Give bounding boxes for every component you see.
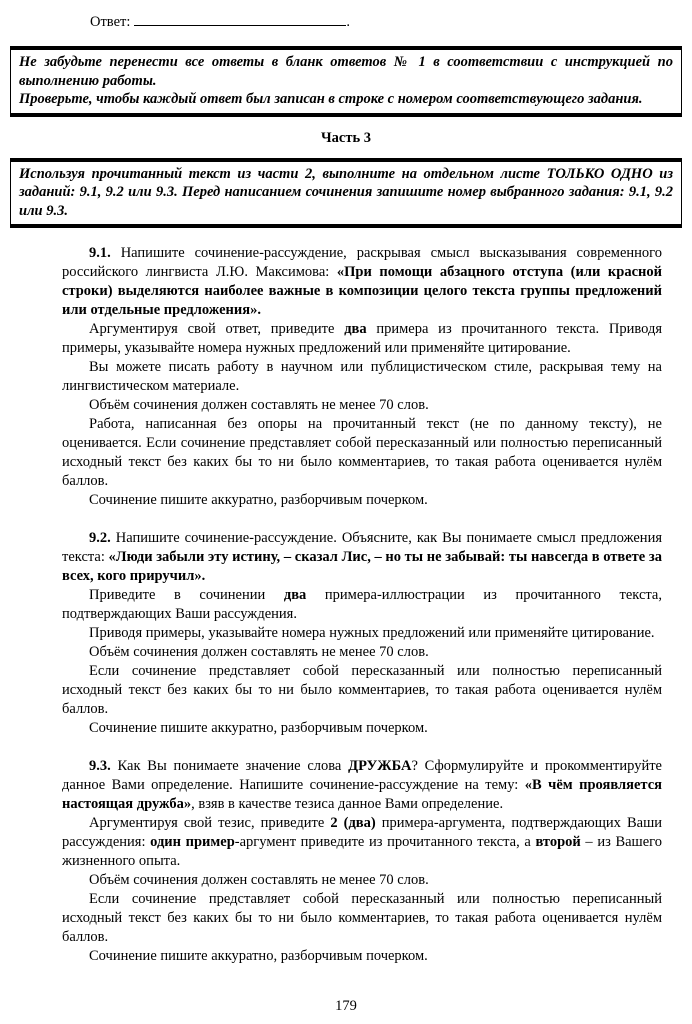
text-run-bold: «Люди забыли эту истину, – сказал Лис, – но ты не забывай: ты навсегда в ответе за всех, кого приручил». — [62, 549, 662, 584]
text-run: Аргументируя свой тезис, приведите — [89, 815, 331, 831]
paragraph — [62, 320, 662, 358]
paragraph — [62, 624, 662, 643]
paragraph — [62, 396, 662, 415]
text-run: Сочинение пишите аккуратно, разборчивым почерком. — [89, 948, 428, 964]
paragraph — [19, 53, 673, 90]
answer-blank — [134, 12, 346, 26]
paragraph — [62, 244, 662, 320]
text-run: Используя прочитанный текст из части 2, выполните на отдельном листе ТОЛЬКО ОДНО из заданий: 9.1, 9.2 или 9.3. Перед написанием сочинения запишите номер выбранного задания: 9.1, 9.2 или 9.3. — [19, 165, 673, 219]
text-run: примера из прочитанного текста. Приводя примеры, указывайте номера нужных предложений или применяйте цитирование. — [62, 321, 663, 356]
answer-label: Ответ: — [90, 14, 131, 30]
paragraph — [62, 757, 662, 814]
paragraph — [62, 586, 662, 624]
paragraph — [62, 719, 662, 738]
text-run: Сочинение пишите аккуратно, разборчивым почерком. — [89, 720, 428, 736]
text-run: Объём сочинения должен составлять не менее 70 слов. — [89, 397, 429, 413]
notice-box-transfer-answers — [10, 46, 682, 117]
paragraph — [62, 358, 662, 396]
text-run: Приведите в сочинении — [89, 587, 284, 603]
task-9-3 — [62, 757, 662, 966]
text-run: -аргумент приведите из прочитанного текста, а — [234, 834, 536, 850]
notice-box-instructions — [10, 158, 682, 229]
text-run: Напишите сочинение-рассуждение, раскрывая смысл высказывания современного российского лингвиста Л.Ю. Максимова: — [62, 245, 662, 280]
text-run: Проверьте, чтобы каждый ответ был записан в строке с номером соответствующего задания. — [19, 91, 643, 107]
paragraph — [19, 165, 673, 221]
paragraph — [62, 415, 662, 491]
text-run: Объём сочинения должен составлять не менее 70 слов. — [89, 872, 429, 888]
text-run-bold: второй — [535, 834, 581, 850]
text-run-bold: 9.1. — [89, 245, 111, 261]
part-title: Часть 3 — [321, 129, 371, 146]
answer-line — [90, 12, 682, 32]
text-run-bold: два — [344, 321, 367, 337]
text-run: Аргументируя свой ответ, приведите — [89, 321, 345, 337]
text-run: Вы можете писать работу в научном или публицистическом стиле, раскрывая тему на лингвистическом материале. — [62, 359, 662, 394]
text-run: Как Вы понимаете значение слова — [110, 758, 349, 774]
paragraph — [62, 814, 662, 871]
paragraph — [62, 871, 662, 890]
text-run: Напишите сочинение-рассуждение. Объясните, как Вы понимаете смысл предложения текста: — [62, 530, 662, 565]
text-run: – из Вашего жизненного опыта. — [62, 834, 662, 869]
text-run: Работа, написанная без опоры на прочитанный текст (не по данному тексту), не оценивается. Если сочинение представляет собой пересказанный или полностью переписанный исходный текст без каких бы то ни было комментариев, то такая работа оценивается нулём баллов. — [62, 416, 662, 489]
text-run-bold: ДРУЖБА — [348, 758, 412, 774]
text-run-bold: «При помощи абзацного отступа (или красной строки) выделяются наиболее важные в композиции целого текста группы предложений или отдельные предложения». — [62, 264, 662, 318]
tasks-section — [62, 244, 662, 966]
text-run: примера-аргумента, подтверждающих Ваши рассуждения: — [62, 815, 662, 850]
paragraph — [62, 662, 662, 719]
paragraph — [62, 491, 662, 510]
text-run: Не забудьте перенести все ответы в бланк ответов № 1 в соответствии с инструкцией по выполнению работы. — [19, 54, 673, 89]
text-run: примера-иллюстрации из прочитанного текста, подтверждающих Ваши рассуждения. — [62, 587, 662, 622]
text-run: , взяв в качестве тезиса данное Вами определение. — [191, 796, 504, 812]
text-run: Приводя примеры, указывайте номера нужных предложений или применяйте цитирование. — [89, 625, 655, 641]
text-run-bold: два — [283, 587, 307, 603]
text-run: Если сочинение представляет собой пересказанный или полностью переписанный исходный текст без каких бы то ни было комментариев, то такая работа оценивается нулём баллов. — [62, 891, 662, 945]
text-run-bold: 9.3. — [89, 758, 111, 774]
text-run: ? Сформулируйте и прокомментируйте данное Вами определение. Напишите сочинение-рассуждение на тему: — [62, 758, 662, 793]
task-9-2 — [62, 529, 662, 738]
paragraph — [62, 947, 662, 966]
task-9-1 — [62, 244, 662, 510]
paragraph — [62, 529, 662, 586]
text-run: Сочинение пишите аккуратно, разборчивым почерком. — [89, 492, 428, 508]
paragraph — [62, 890, 662, 947]
paragraph — [19, 90, 673, 109]
text-run: Если сочинение представляет собой пересказанный или полностью переписанный исходный текст без каких бы то ни было комментариев, то такая работа оценивается нулём баллов. — [62, 663, 662, 717]
page-number: 179 — [335, 998, 357, 1014]
answer-period: . — [346, 14, 350, 30]
paragraph — [62, 643, 662, 662]
text-run-bold: 9.2. — [89, 530, 111, 546]
text-run-bold: 2 (два) — [330, 815, 376, 831]
text-run-bold: один пример — [150, 834, 235, 850]
text-run: Объём сочинения должен составлять не менее 70 слов. — [89, 644, 429, 660]
text-run-bold: «В чём проявляется настоящая дружба» — [62, 777, 662, 812]
